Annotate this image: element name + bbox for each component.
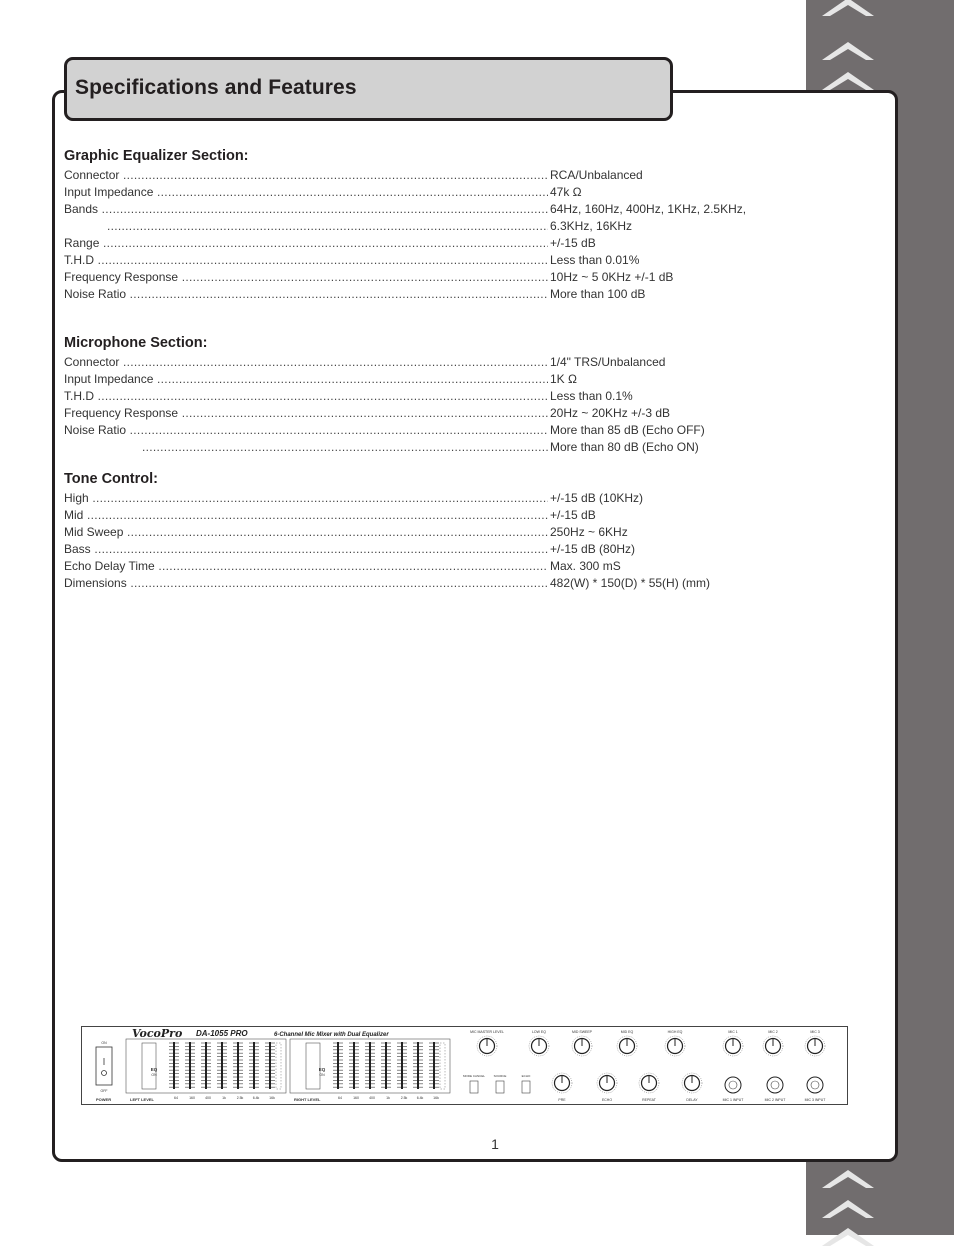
spec-row: Frequency Response ..... 20Hz ~ 20KHz +/-3 dB — [64, 405, 764, 422]
right-equalizer — [290, 1039, 450, 1093]
mic-input-jack — [767, 1077, 783, 1093]
spec-row: Bass ..... +/-15 dB (80Hz) — [64, 541, 764, 558]
eq-slider-track — [221, 1042, 223, 1089]
spec-row: Mid ..... +/-15 dB — [64, 507, 764, 524]
mic-input-jack — [725, 1077, 741, 1093]
chevron-up-icon — [822, 1196, 874, 1218]
knob-label: MID SWEEP — [571, 1030, 593, 1034]
knob-label: DELAY — [686, 1098, 698, 1102]
section-heading: Tone Control: — [64, 471, 158, 487]
eq-switch-panel — [142, 1043, 156, 1089]
eq-slider-track — [417, 1042, 419, 1089]
chevron-up-icon — [822, 68, 874, 90]
band-label: 16k — [269, 1096, 275, 1100]
brand-logo: VocoPro — [132, 1027, 183, 1040]
knob-label: MIC MASTER LEVEL — [470, 1030, 504, 1034]
eq-left-on-label: ON — [151, 1073, 157, 1077]
knob-label: MIC 3 — [810, 1030, 820, 1034]
eq-slider-track — [385, 1042, 387, 1089]
spec-row: T.H.D ..... Less than 0.1% — [64, 388, 764, 405]
eq-right-on-label: ON — [319, 1073, 325, 1077]
eq-slider-track — [253, 1042, 255, 1089]
eq-slider-track — [205, 1042, 207, 1089]
left-level-label: LEFT LEVEL — [130, 1097, 154, 1102]
power-label: POWER — [96, 1097, 112, 1102]
eq-slider-track — [433, 1042, 435, 1089]
knob-label: ECHO — [601, 1098, 613, 1102]
spec-row: ..... 6.3KHz, 16KHz — [64, 218, 764, 235]
spec-row: T.H.D ..... Less than 0.01% — [64, 252, 764, 269]
band-label: 1k — [222, 1096, 226, 1100]
band-label: 160 — [189, 1096, 195, 1100]
knob-label: MIC 2 — [768, 1030, 778, 1034]
tone-control-section — [64, 470, 764, 592]
spec-row: Input Impedance ..... 1K Ω — [64, 371, 764, 388]
page-number: 1 — [491, 1136, 499, 1152]
mic-input-jack — [807, 1077, 823, 1093]
eq-level-meter — [276, 1043, 281, 1089]
spec-row: Dimensions ..... 482(W) * 150(D) * 55(H) (mm) — [64, 575, 764, 592]
spec-row: Noise Ratio ..... More than 85 dB (Echo OFF) — [64, 422, 764, 439]
eq-slider-track — [401, 1042, 403, 1089]
chevron-up-icon — [822, 0, 874, 16]
toggle-switch — [470, 1081, 478, 1093]
spec-row: Mid Sweep ..... 250Hz ~ 6KHz — [64, 524, 764, 541]
front-panel-drawing — [82, 1027, 847, 1104]
mode-switches — [463, 1074, 531, 1093]
eq-slider-track — [353, 1042, 355, 1089]
spec-row: Echo Delay Time ..... Max. 300 mS — [64, 558, 764, 575]
toggle-switch — [496, 1081, 504, 1093]
spec-row: Connector ..... RCA/Unbalanced — [64, 167, 764, 184]
eq-right-label: EQ — [318, 1067, 326, 1072]
eq-slider-track — [337, 1042, 339, 1089]
eq-slider-track — [269, 1042, 271, 1089]
band-label: 6.4k — [252, 1096, 260, 1100]
right-level-label: RIGHT LEVEL — [294, 1097, 321, 1102]
spec-row: High ..... +/-15 dB (10KHz) — [64, 490, 764, 507]
band-label: 400 — [205, 1096, 211, 1100]
microphone-section — [64, 334, 764, 456]
spec-row: Input Impedance ..... 47k Ω — [64, 184, 764, 201]
eq-slider-track — [189, 1042, 191, 1089]
switch-label: SOURCE — [493, 1074, 507, 1078]
eq-switch-panel — [306, 1043, 320, 1089]
knob-label: MIC 1 — [728, 1030, 738, 1034]
model-description: 6-Channel Mic Mixer with Dual Equalizer — [274, 1032, 389, 1038]
switch-label: MODE CANCEL — [462, 1074, 486, 1078]
eq-left-label: EQ — [150, 1067, 158, 1072]
band-label: 6.4k — [416, 1096, 424, 1100]
eq-slider-track — [237, 1042, 239, 1089]
knob-label: HIGH EQ — [667, 1030, 683, 1034]
mic-input-label: MIC 3 INPUT — [804, 1098, 826, 1102]
mic-input-label: MIC 1 INPUT — [722, 1098, 744, 1102]
eq-slider-track — [369, 1042, 371, 1089]
band-label: 16k — [433, 1096, 439, 1100]
band-label: 2.5k — [236, 1096, 244, 1100]
knob-label: MID EQ — [620, 1030, 634, 1034]
band-label: 400 — [369, 1096, 375, 1100]
section-heading: Graphic Equalizer Section: — [64, 148, 249, 164]
toggle-switch — [522, 1081, 530, 1093]
mic-input-label: MIC 2 INPUT — [764, 1098, 786, 1102]
mic-inputs — [723, 1077, 827, 1102]
spec-row: Connector ..... 1/4" TRS/Unbalanced — [64, 354, 764, 371]
front-panel-illustration — [81, 1026, 848, 1105]
spec-row: Frequency Response ..... 10Hz ~ 5 0KHz +/-1 dB — [64, 269, 764, 286]
title-tab — [64, 57, 673, 121]
spec-row: Range ..... +/-15 dB — [64, 235, 764, 252]
model-name: DA-1055 PRO — [196, 1029, 248, 1038]
chevron-up-icon — [822, 1166, 874, 1188]
graphic-equalizer-section — [64, 147, 764, 303]
eq-level-meter — [440, 1043, 445, 1089]
page-title: Specifications and Features — [75, 76, 357, 99]
spec-row: Noise Ratio ..... More than 100 dB — [64, 286, 764, 303]
band-label: 64 — [174, 1096, 178, 1100]
power-on-label: ON — [101, 1041, 107, 1045]
power-off-mark — [102, 1071, 107, 1076]
band-label: 2.5k — [400, 1096, 408, 1100]
band-label: 1k — [386, 1096, 390, 1100]
chevron-up-icon — [822, 38, 874, 60]
section-heading: Microphone Section: — [64, 335, 208, 351]
eq-slider-track — [173, 1042, 175, 1089]
switch-label: ECHO — [521, 1074, 531, 1078]
knob-label: PRE — [558, 1098, 566, 1102]
left-equalizer — [126, 1039, 286, 1093]
spec-row: Bands ..... 64Hz, 160Hz, 400Hz, 1KHz, 2.5KHz, — [64, 201, 764, 218]
knob-label: REPEAT — [642, 1098, 656, 1102]
power-switch — [96, 1047, 112, 1085]
chevron-up-icon — [822, 1224, 874, 1246]
power-off-label: OFF — [100, 1089, 108, 1093]
band-label: 160 — [353, 1096, 359, 1100]
spec-row: ..... More than 80 dB (Echo ON) — [64, 439, 764, 456]
knob-label: LOW EQ — [531, 1030, 547, 1034]
band-label: 64 — [338, 1096, 342, 1100]
